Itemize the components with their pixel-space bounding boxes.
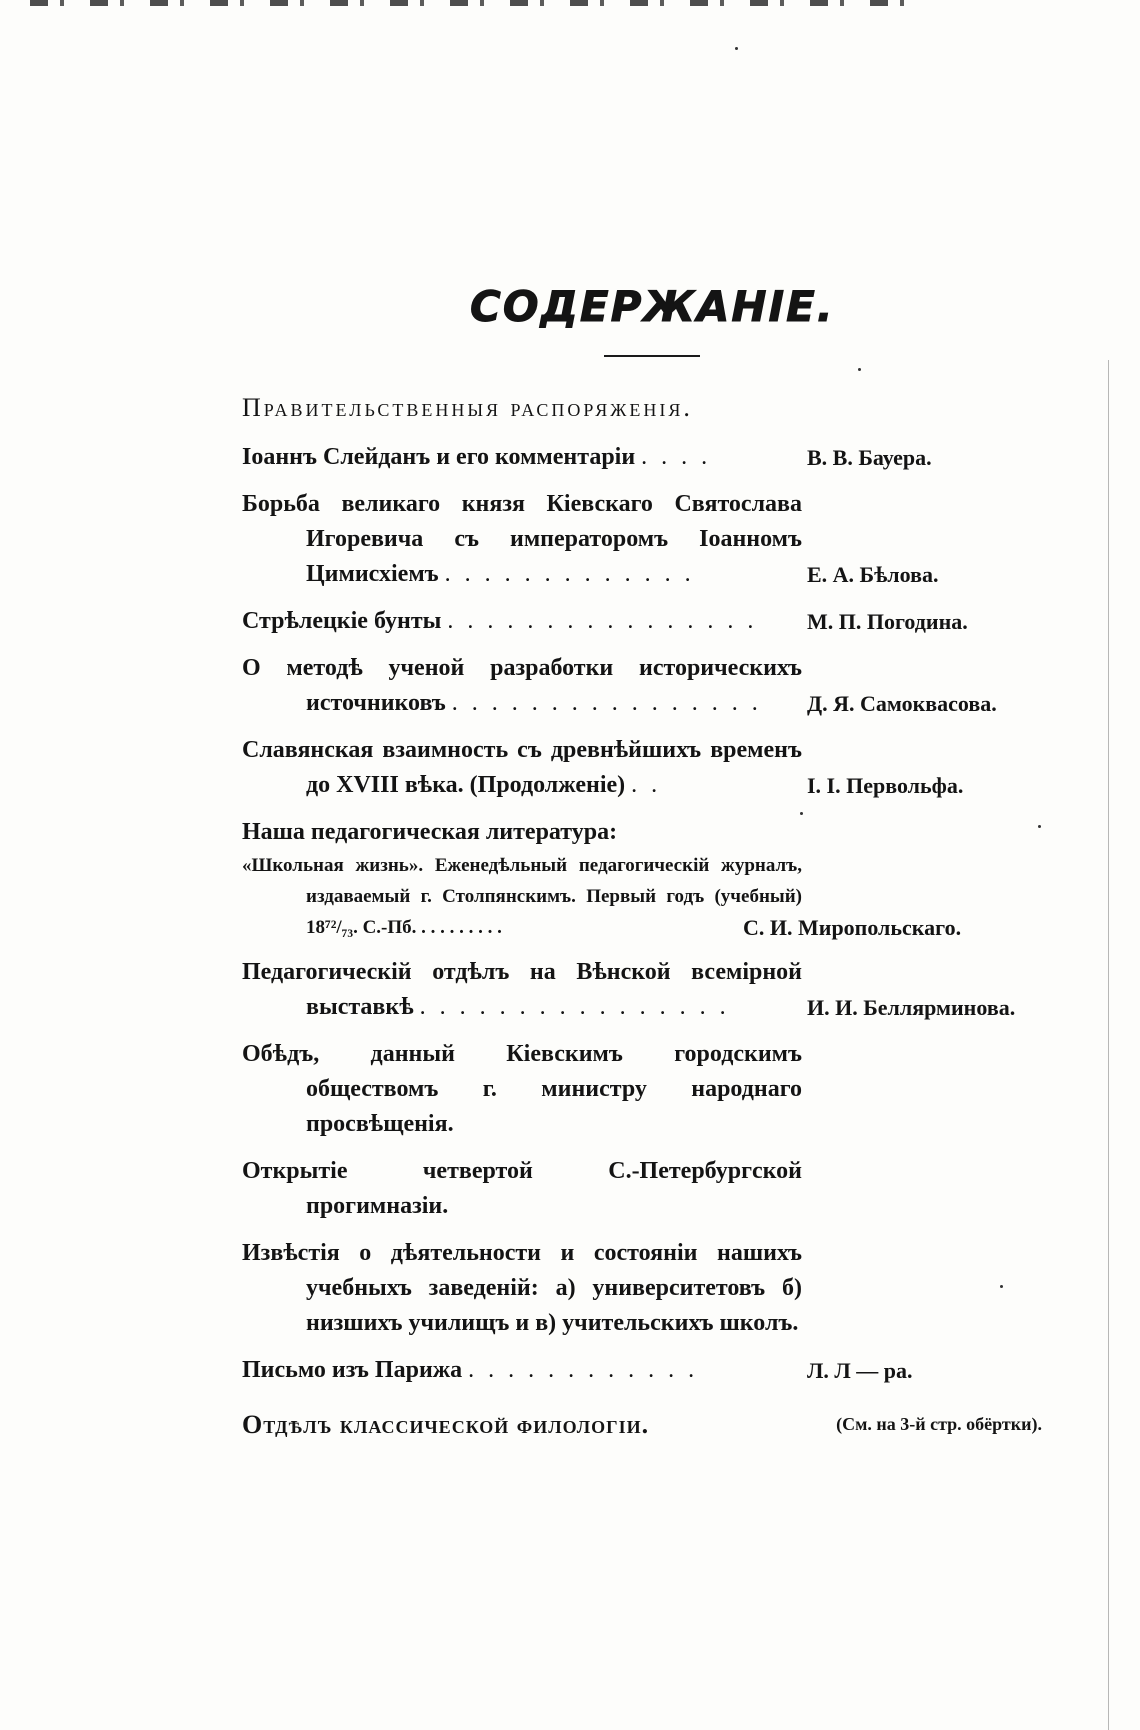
leader-dots: . . . . . . . . . . . . . . . . [447, 608, 758, 634]
page-title: СОДЕРЖАНІЕ. [470, 282, 835, 331]
entry-author: М. П. Погодина. [807, 609, 968, 634]
entry-title: Іоаннъ Слейданъ и его комментаріи [242, 444, 636, 470]
toc-entry [242, 1353, 1042, 1388]
section-heading-government: Правительственныя распоряженія. [242, 393, 693, 422]
entry-title: О методѣ ученой разработки историческихъ источниковъ [242, 655, 802, 716]
title-divider [604, 355, 700, 357]
entry-title: Обѣдъ, данный Кіевскимъ городскимъ обществомъ г. министру народнаго просвѣщенія. [242, 1041, 802, 1137]
sub-entry [242, 850, 962, 943]
leader-dots: . . [631, 772, 662, 798]
entry-author: И. И. Беллярминова. [807, 995, 1016, 1020]
entry-title: Славянская взаимность съ древнѣйшихъ временъ до XVIII вѣка. (Продолженіе) [242, 737, 802, 798]
leader-dots: . . . . . . . . . [421, 917, 502, 938]
speck [735, 47, 738, 50]
toc-entry [242, 1236, 1042, 1341]
scan-edge-line [1108, 360, 1109, 1730]
leader-dots: . . . . . . . . . . . . . . . . [419, 994, 730, 1020]
leader-dots: . . . . . . . . . . . . . . . . [451, 690, 762, 716]
toc-entry [242, 733, 1042, 803]
footer-section [242, 1410, 1042, 1440]
toc-entry [242, 1037, 1042, 1142]
entry-title: Педагогическій отдѣлъ на Вѣнской всемірной выставкѣ [242, 959, 802, 1020]
toc-entry-pedagogy [242, 815, 1042, 943]
toc-entry [242, 440, 1042, 475]
toc-entry [242, 955, 1042, 1025]
sub-entry-title: «Школьная жизнь». Еженедѣльный педагогическій журналъ, издаваемый г. Столпянскимъ. Первый годъ (учебный) 18⁷²/₇₃. С.-Пб. [242, 855, 802, 938]
entry-title: Наша педагогическая литература: [242, 819, 618, 845]
footer-note: (См. на 3-й стр. обёртки). [836, 1414, 1042, 1434]
section-heading-classical: Отдѣлъ классической филологіи. [242, 1410, 650, 1439]
toc-entry [242, 487, 1042, 592]
toc-entry [242, 651, 1042, 721]
entry-title: Письмо изъ Парижа [242, 1357, 463, 1383]
entry-author: С. И. Миропольскаго. [743, 915, 962, 940]
entry-title: Извѣстія о дѣятельности и состояніи нашихъ учебныхъ заведеній: а) университетовъ б) низшихъ училищъ и в) учительскихъ школъ. [242, 1240, 802, 1336]
scan-artifact-top [30, 0, 930, 6]
toc-entry [242, 604, 1042, 639]
leader-dots: . . . . . . . . . . . . [468, 1357, 699, 1383]
entry-title: Стрѣлецкіе бунты [242, 608, 442, 634]
entry-title: Борьба великаго князя Кіевскаго Святослава Игоревича съ императоромъ Іоанномъ Цимисхіемъ [242, 491, 802, 587]
leader-dots: . . . . [641, 444, 712, 470]
toc-entry [242, 1154, 1042, 1224]
table-of-contents [242, 440, 1042, 1400]
entry-author: Д. Я. Самоквасова. [807, 691, 997, 716]
speck [858, 368, 861, 371]
entry-author: В. В. Бауера. [807, 445, 932, 470]
entry-author: І. І. Первольфа. [807, 773, 964, 798]
entry-author: Е. А. Бѣлова. [807, 562, 939, 587]
entry-title: Открытіе четвертой С.-Петербургской прогимназіи. [242, 1158, 802, 1219]
leader-dots: . . . . . . . . . . . . . [444, 561, 695, 587]
entry-author: Л. Л — ра. [807, 1358, 913, 1383]
